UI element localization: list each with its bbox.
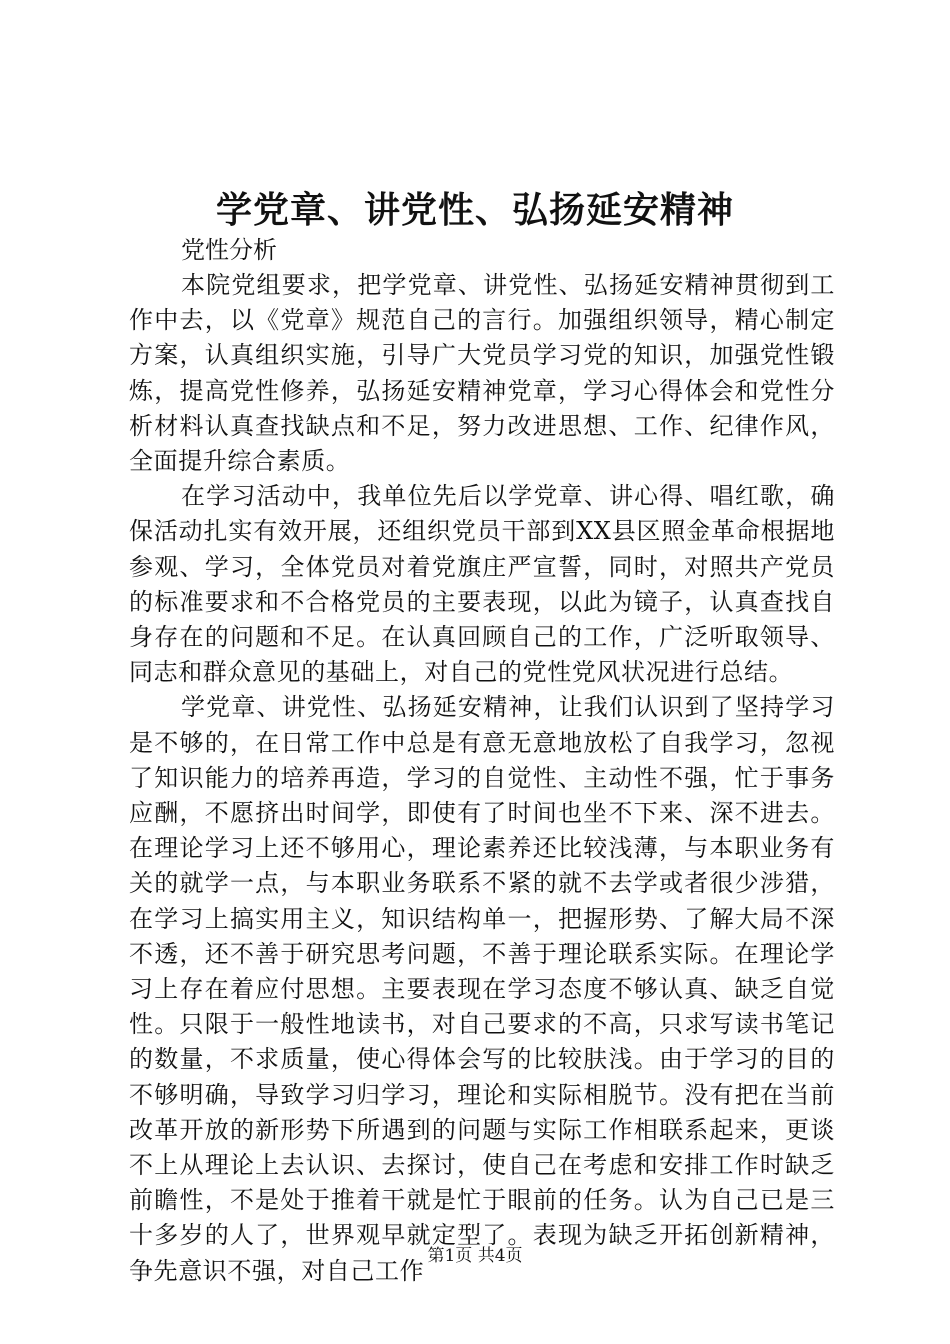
paragraph-3: 学党章、讲党性、弘扬延安精神，让我们认识到了坚持学习是不够的，在日常工作中总是有意无意地放松了自我学习，忽视了知识能力的培养再造，学习的自觉性、主动性不强，忙于事务应酬，不愿挤出时间学，即使有了时间也坐不下来、深不进去。在理论学习上还不够用心，理论素养还比较浅薄，与本职业务有关的就学一点，与本职业务联系不紧的就不去学或者很少涉猎，在学习上搞实用主义，知识结构单一，把握形势、了解大局不深不透，还不善于研究思考问题，不善于理论联系实际。在理论学习上存在着应付思想。主要表现在学习态度不够认真、缺乏自觉性。只限于一般性地读书，对自己要求的不高，只求写读书笔记的数量，不求质量，使心得体会写的比较肤浅。由于学习的目的不够明确，导致学习归学习，理论和实际相脱节。没有把在当前改革开放的新形势下所遇到的问题与实际工作相联系起来，更谈不上从理论上去认识、去探讨，使自己在考虑和安排工作时缺乏前瞻性，不是处于推着干就是忙于眼前的任务。认为自己已是三十多岁的人了，世界观早就定型了。表现为缺乏开拓创新精神，争先意识不强，对自己工作: [129, 693, 835, 1285]
document-body: [129, 233, 835, 1289]
section-subheading: 党性分析: [181, 236, 277, 264]
document-title: 学党章、讲党性、弘扬延安精神: [215, 189, 734, 231]
paragraph-2: 在学习活动中，我单位先后以学党章、讲心得、唱红歌，确保活动扎实有效开展，还组织党员干部到XX县区照金革命根据地参观、学习，全体党员对着党旗庄严宣誓，同时，对照共产党员的标准要求和不合格党员的主要表现，以此为镜子，认真查找自身存在的问题和不足。在认真回顾自己的工作，广泛听取领导、同志和群众意见的基础上，对自己的党性党风状况进行总结。: [129, 482, 835, 687]
paragraph-1: 本院党组要求，把学党章、讲党性、弘扬延安精神贯彻到工作中去，以《党章》规范自己的言行。加强组织领导，精心制定方案，认真组织实施，引导广大党员学习党的知识，加强党性锻炼，提高党性修养，弘扬延安精神党章，学习心得体会和党性分析材料认真查找缺点和不足，努力改进思想、工作、纪律作风，全面提升综合素质。: [129, 271, 835, 476]
page-footer: 第1页 共4页: [427, 1246, 523, 1266]
